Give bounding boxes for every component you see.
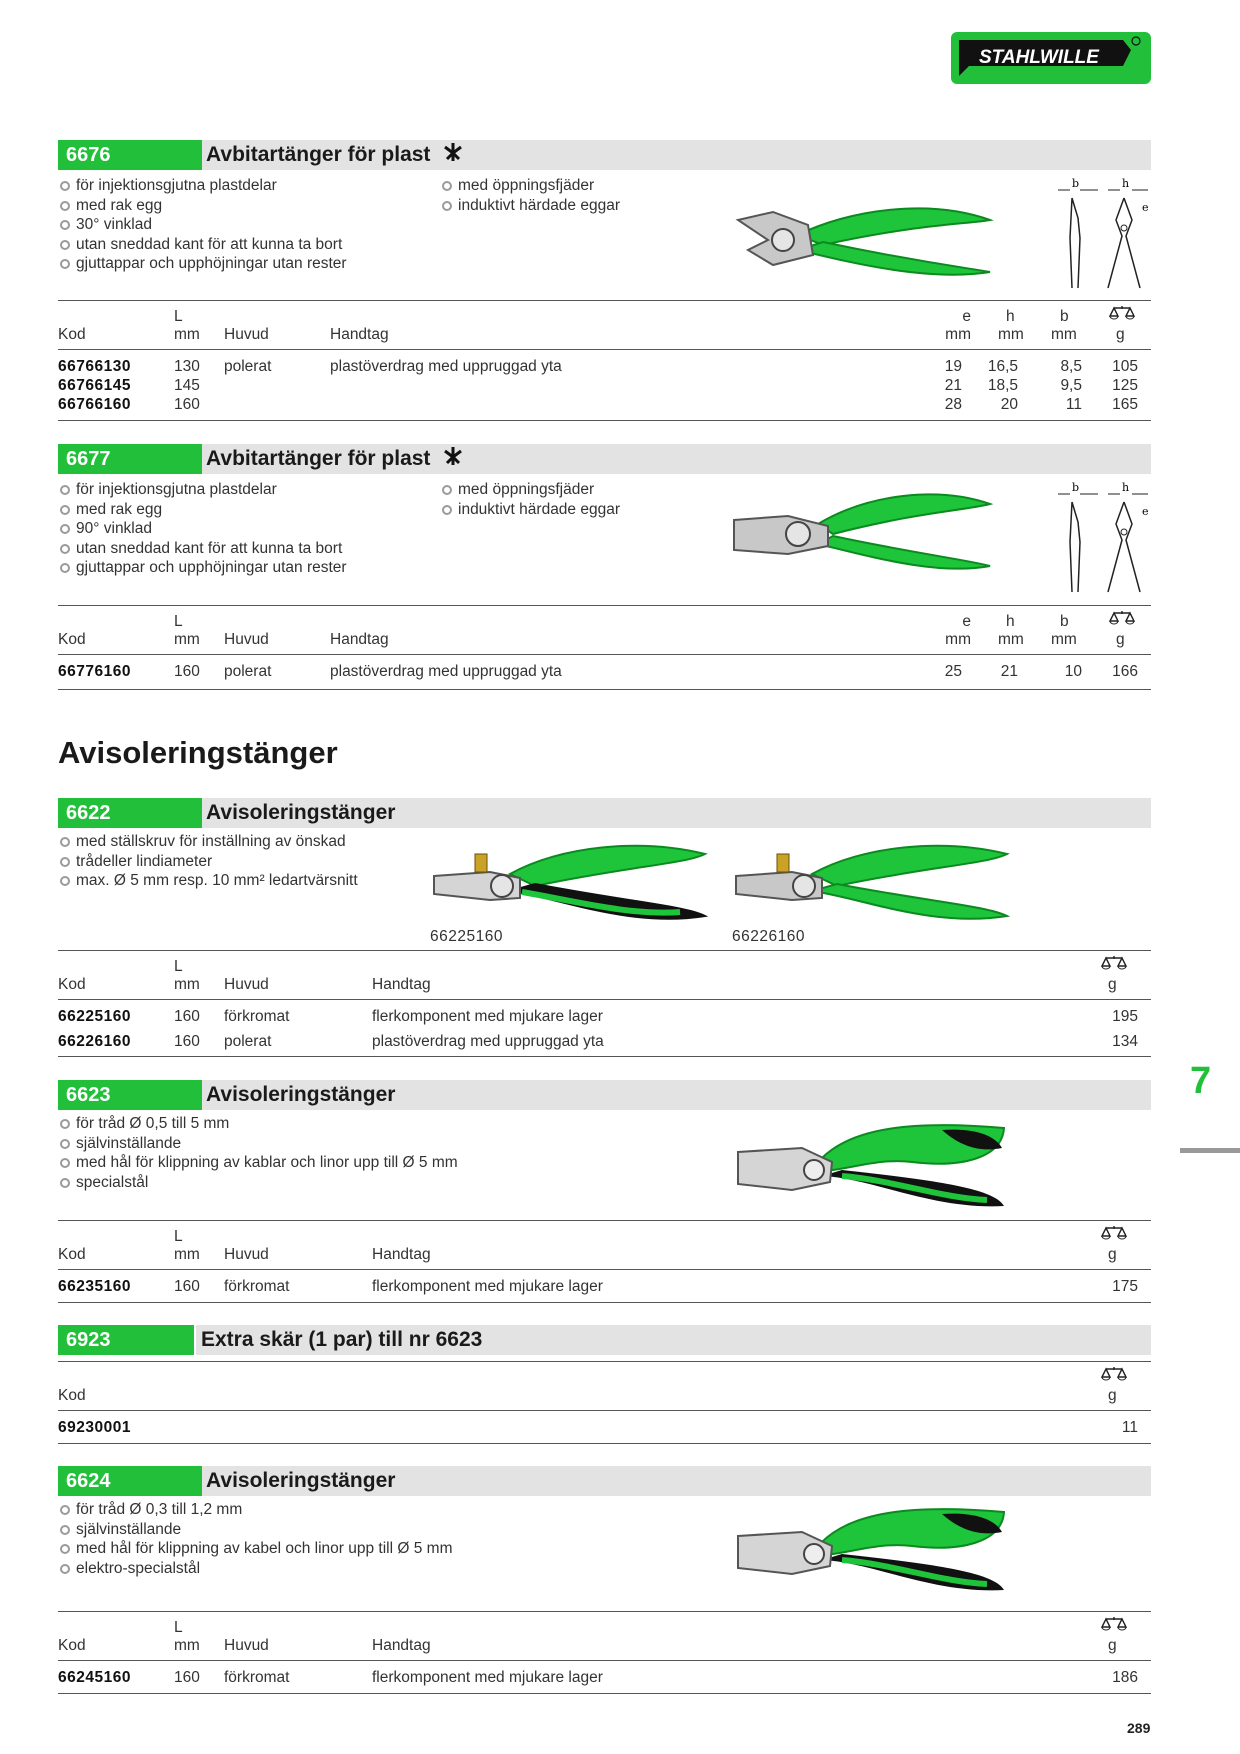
- svg-text:b: b: [1072, 482, 1080, 494]
- product-image-pliers: [728, 190, 998, 290]
- product-image-stripper: [732, 1502, 1012, 1598]
- feature-item: induktivt härdade eggar: [440, 500, 620, 520]
- col-huvud: Huvud: [224, 631, 269, 648]
- feature-list-left: [58, 480, 347, 578]
- feature-item: med rak egg: [58, 196, 347, 216]
- svg-text:e: e: [1142, 201, 1149, 214]
- dimension-drawing: [1058, 178, 1153, 290]
- col-huvud: Huvud: [224, 976, 269, 993]
- image-caption: 66225160: [430, 928, 503, 945]
- section-header: [58, 798, 1151, 828]
- col-kod: Kod: [58, 1246, 86, 1263]
- feature-item: max. Ø 5 mm resp. 10 mm² ledartvärsnitt: [58, 871, 358, 891]
- scale-weight-icon: [1100, 956, 1128, 972]
- product-number: 6676: [58, 140, 202, 170]
- feature-item: med ställskruv för inställning av önskad: [58, 832, 358, 852]
- feature-list: [58, 1500, 453, 1578]
- page-heading: Avisoleringstänger: [58, 735, 338, 770]
- scale-weight-icon: [1100, 1367, 1128, 1383]
- feature-list-left: [58, 176, 347, 274]
- plastic-cutter-icon: [442, 141, 464, 163]
- section-header: [58, 444, 1151, 474]
- col-kod: Kod: [58, 1387, 86, 1404]
- feature-item: med rak egg: [58, 500, 347, 520]
- feature-item: gjuttappar och upphöjningar utan rester: [58, 558, 347, 578]
- scale-weight-icon: [1108, 611, 1136, 627]
- product-image-stripper-2: [732, 836, 1012, 926]
- col-huvud: Huvud: [224, 1246, 269, 1263]
- product-number: 6623: [58, 1080, 202, 1110]
- section-header: [58, 1466, 1151, 1496]
- product-table: L mm Kod Huvud Handtag e mm h mm b mm g 66766130 130 polerat plastöverdrag med uppruggad yta 19 16,5 8,5 105 66766145 145 21 18,5 9,5 125 66766160 160 28 20 11 165: [58, 300, 1151, 422]
- feature-item: trådeller lindiameter: [58, 852, 358, 872]
- image-caption: 66226160: [732, 928, 805, 945]
- feature-list-right: [440, 176, 620, 215]
- feature-item: för injektionsgjutna plastdelar: [58, 176, 347, 196]
- section-6623: [58, 1080, 1151, 1295]
- svg-text:h: h: [1122, 178, 1130, 190]
- feature-item: induktivt härdade eggar: [440, 196, 620, 216]
- chapter-tab-number: 7: [1190, 1060, 1212, 1102]
- scale-weight-icon: [1100, 1226, 1128, 1242]
- col-handtag: Handtag: [330, 631, 389, 648]
- feature-item: utan sneddad kant för att kunna ta bort: [58, 539, 347, 559]
- section-title: Avisoleringstänger: [206, 1469, 396, 1492]
- scale-weight-icon: [1108, 306, 1136, 322]
- section-title: Extra skär (1 par) till nr 6623: [201, 1328, 483, 1351]
- product-table: L mm Kod Huvud Handtag g 66245160 160 förkromat flerkomponent med mjukare lager 186: [58, 1611, 1151, 1693]
- feature-list-right: [440, 480, 620, 519]
- feature-item: specialstål: [58, 1173, 458, 1193]
- product-image-stripper-1: [430, 836, 710, 926]
- scale-weight-icon: [1100, 1617, 1128, 1633]
- product-table: Kod g 69230001 11: [58, 1361, 1151, 1443]
- feature-item: utan sneddad kant för att kunna ta bort: [58, 235, 347, 255]
- product-number: 6622: [58, 798, 202, 828]
- feature-list: [58, 1114, 458, 1192]
- section-header: [58, 1080, 1151, 1110]
- page-number: 289: [1127, 1720, 1151, 1736]
- section-6677: [58, 444, 1151, 680]
- col-handtag: Handtag: [372, 976, 431, 993]
- product-number: 6624: [58, 1466, 202, 1496]
- feature-item: med hål för klippning av kabel och linor upp till Ø 5 mm: [58, 1539, 453, 1559]
- feature-item: 90° vinklad: [58, 519, 347, 539]
- feature-item: med öppningsfjäder: [440, 176, 620, 196]
- section-6923: [58, 1325, 1151, 1436]
- section-header: [58, 140, 1151, 170]
- product-image-stripper: [732, 1118, 1012, 1214]
- col-handtag: Handtag: [330, 326, 389, 343]
- product-number: 6923: [58, 1325, 194, 1355]
- feature-item: elektro-specialstål: [58, 1559, 453, 1579]
- product-number: 6677: [58, 444, 202, 474]
- section-title: Avisoleringstänger: [206, 1083, 396, 1106]
- svg-text:b: b: [1072, 178, 1080, 190]
- feature-item: självinställande: [58, 1520, 453, 1540]
- section-6624: [58, 1466, 1151, 1686]
- section-header: [58, 1325, 1151, 1355]
- svg-text:h: h: [1122, 482, 1130, 494]
- feature-item: självinställande: [58, 1134, 458, 1154]
- feature-item: för tråd Ø 0,3 till 1,2 mm: [58, 1500, 453, 1520]
- feature-item: gjuttappar och upphöjningar utan rester: [58, 254, 347, 274]
- stahlwille-logo: [951, 32, 1151, 84]
- feature-item: med öppningsfjäder: [440, 480, 620, 500]
- section-title: Avisoleringstänger: [206, 801, 396, 824]
- dimension-drawing: [1058, 482, 1153, 594]
- product-table: L mm Kod Huvud Handtag g 66225160 160 förkromat flerkomponent med mjukare lager 195 66226160 160 polerat plastöverdrag med uppruggad yta 134: [58, 950, 1151, 1056]
- feature-item: för tråd Ø 0,5 till 5 mm: [58, 1114, 458, 1134]
- section-6622: [58, 798, 1151, 1050]
- chapter-tab-marker: [1180, 1148, 1240, 1153]
- logo-text: STAHLWILLE: [979, 47, 1099, 68]
- product-image-pliers: [728, 484, 998, 584]
- feature-item: för injektionsgjutna plastdelar: [58, 480, 347, 500]
- product-table: L mm Kod Huvud Handtag e mm h mm b mm g 66776160 160 polerat plastöverdrag med uppruggad yta 25 21 10 166: [58, 605, 1151, 691]
- col-kod: Kod: [58, 326, 86, 343]
- product-table: L mm Kod Huvud Handtag g 66235160 160 förkromat flerkomponent med mjukare lager 175: [58, 1220, 1151, 1302]
- col-huvud: Huvud: [224, 326, 269, 343]
- section-6676: [58, 140, 1151, 413]
- plastic-cutter-icon: [442, 445, 464, 467]
- col-huvud: Huvud: [224, 1637, 269, 1654]
- feature-item: 30° vinklad: [58, 215, 347, 235]
- section-title: Avbitartänger för plast: [206, 447, 431, 470]
- svg-text:e: e: [1142, 505, 1149, 518]
- section-title: Avbitartänger för plast: [206, 143, 431, 166]
- feature-item: med hål för klippning av kablar och linor upp till Ø 5 mm: [58, 1153, 458, 1173]
- col-kod: Kod: [58, 976, 86, 993]
- col-handtag: Handtag: [372, 1246, 431, 1263]
- col-handtag: Handtag: [372, 1637, 431, 1654]
- col-kod: Kod: [58, 631, 86, 648]
- feature-list: [58, 832, 358, 891]
- col-kod: Kod: [58, 1637, 86, 1654]
